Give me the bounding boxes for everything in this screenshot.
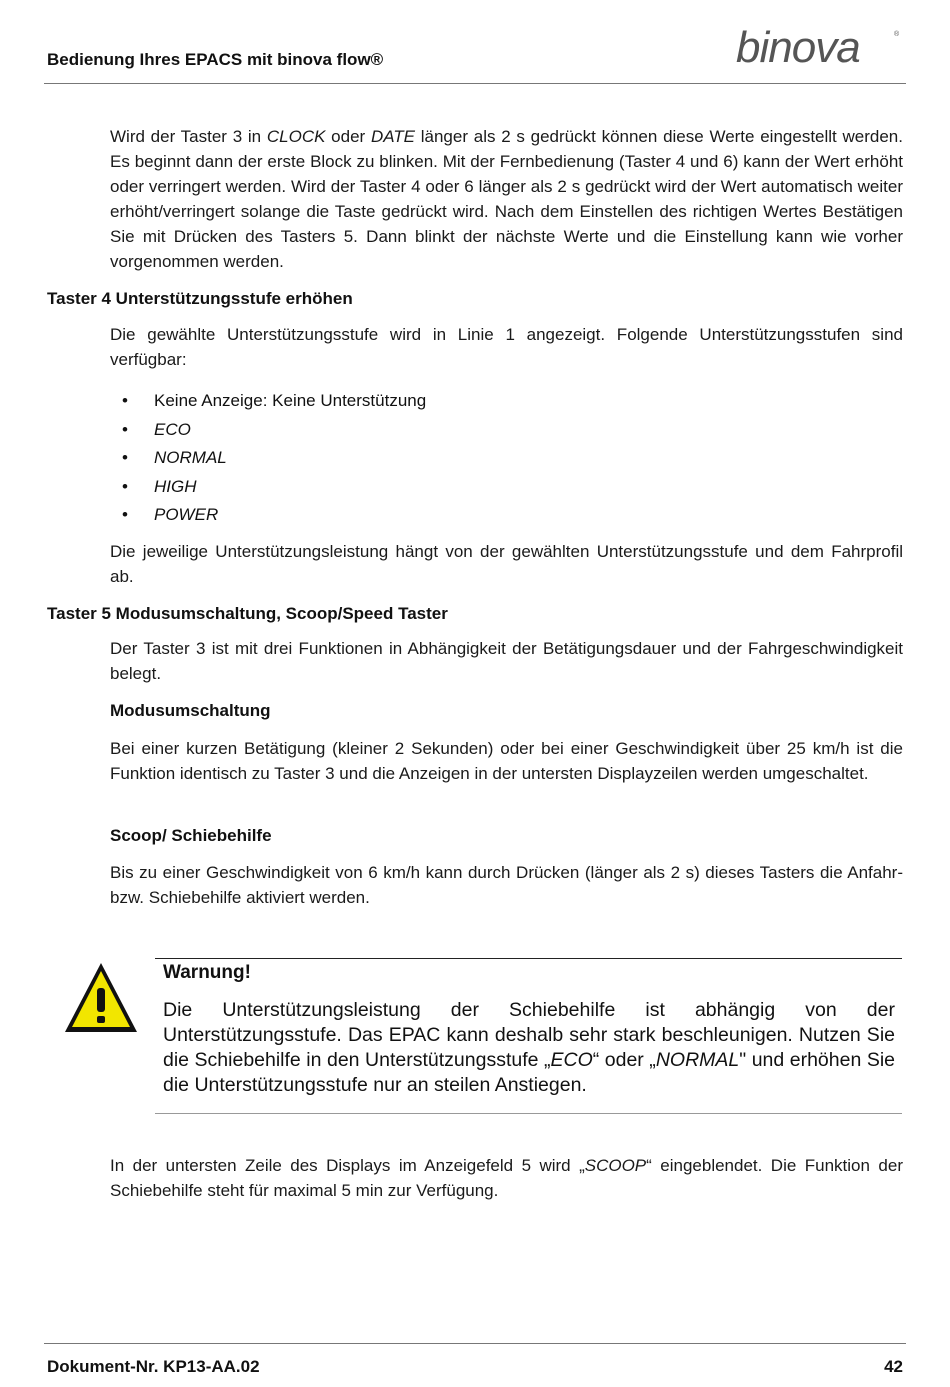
section-heading-taster-4: Taster 4 Unterstützungsstufe erhöhen (47, 289, 353, 308)
footer-divider (44, 1343, 906, 1344)
subheading-modusumschaltung: Modusumschaltung (110, 701, 271, 720)
header-divider (44, 83, 906, 84)
svg-text:binova: binova (736, 24, 860, 70)
page-header-title: Bedienung Ihres EPACS mit binova flow® (47, 50, 384, 69)
document-number: Dokument-Nr. KP13-AA.02 (47, 1357, 260, 1376)
intro-paragraph: Wird der Taster 3 in CLOCK oder DATE länger als 2 s gedrückt können diese Werte eingestellt werden. Es beginnt dann der erste Block zu blinken. Mit der Fernbedienung (Taster 4 und 6) kann der Wert erhöht oder verringert werden. Wird der Taster 4 oder 6 länger als 2 s gedrückt wird der Wert automatisch weiter erhöht/verringert solange die Taste gedrückt wird. Nach dem Einstellen des richtigen Wertes Bestätigen Sie mit Drücken des Tasters 5. Dann blinkt der nächste Werte und die Einstellung kann wie vorher vorgenommen werden. (110, 127, 903, 271)
page-number: 42 (884, 1357, 903, 1376)
list-item: • HIGH (122, 476, 197, 496)
support-level-list (110, 387, 426, 530)
warning-top-rule (155, 958, 902, 959)
list-item: • NORMAL (122, 448, 227, 467)
list-item: • ECO (122, 419, 191, 439)
section-heading-taster-5: Taster 5 Modusumschaltung, Scoop/Speed Taster (47, 604, 448, 623)
section-4-outro: Die jeweilige Unterstützungsleistung hängt von der gewählten Unterstützungsstufe und dem Fahrprofil ab. (110, 542, 903, 586)
warning-bottom-rule (155, 1113, 902, 1114)
section-4-intro: Die gewählte Unterstützungsstufe wird in Linie 1 angezeigt. Folgende Unterstützungsstufen sind verfügbar: (110, 325, 903, 369)
warning-text: Die Unterstützungsleistung der Schiebehilfe ist abhängig von der Unterstützungsstufe. Das EPAC kann deshalb sehr stark beschleunigen. Nutzen Sie die Schiebehilfe in den Unterstützungsstufe „ECO“ oder „NORMAL" und erhöhen Sie die Unterstützungsstufe nur an steilen Anstiegen. (163, 999, 896, 1096)
section-5-intro: Der Taster 3 ist mit drei Funktionen in Abhängigkeit der Betätigungsdauer und der Fahrgeschwindigkeit belegt. (110, 639, 903, 683)
scoop-text: Bis zu einer Geschwindigkeit von 6 km/h kann durch Drücken (länger als 2 s) dieses Tasters die Anfahr- bzw. Schiebehilfe aktiviert werden. (110, 863, 903, 907)
binova-logo (736, 24, 906, 70)
closing-paragraph: In der untersten Zeile des Displays im Anzeigefeld 5 wird „SCOOP“ eingeblendet. Die Funktion der Schiebehilfe steht für maximal 5 min zur Verfügung. (110, 1156, 903, 1200)
subheading-scoop: Scoop/ Schiebehilfe (110, 826, 272, 845)
list-item: • Keine Anzeige: Keine Unterstützung (122, 391, 427, 410)
list-item: • POWER (122, 505, 219, 524)
modusumschaltung-text: Bei einer kurzen Betätigung (kleiner 2 Sekunden) oder bei einer Geschwindigkeit über 25 km/h ist die Funktion identisch zu Taster 3 und die Anzeigen in der untersten Displayzeilen werden umgeschaltet. (110, 739, 903, 783)
warning-triangle-icon (62, 960, 140, 1036)
svg-text:®: ® (894, 31, 900, 38)
warning-title: Warnung! (163, 962, 251, 983)
